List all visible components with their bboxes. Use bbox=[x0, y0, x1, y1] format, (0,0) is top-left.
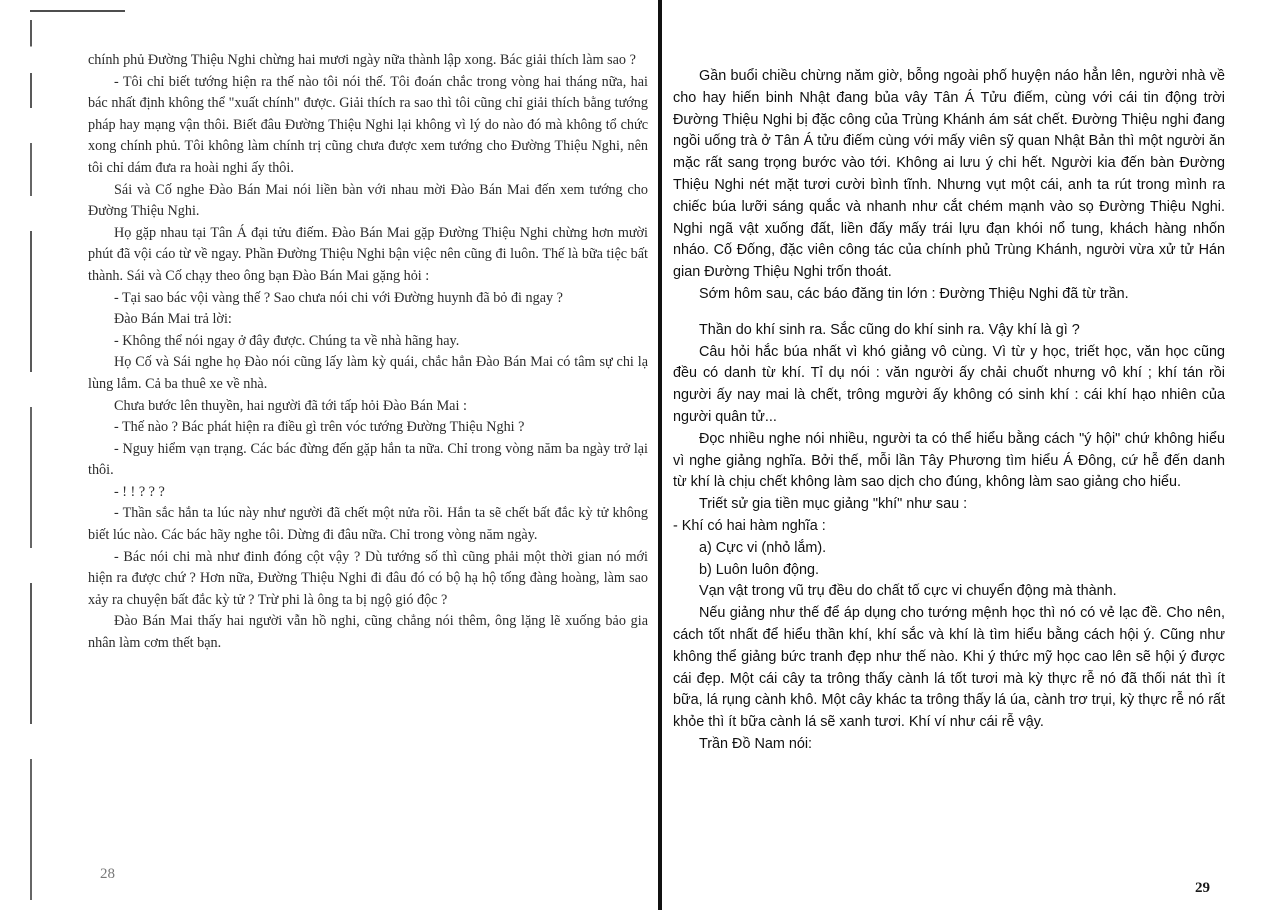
list-item: b) Luôn luôn động. bbox=[699, 561, 820, 578]
left-page bbox=[88, 50, 648, 655]
page-edge bbox=[30, 20, 32, 900]
paragraph: - Khí có hai hàm nghĩa : bbox=[673, 517, 826, 534]
paragraph: - Thế nào ? Bác phát hiện ra điều gì trên vóc tướng Đường Thiệu Nghi ? bbox=[114, 419, 525, 436]
paragraph: Họ gặp nhau tại Tân Á đại tửu điếm. Đào Bán Mai gặp Đường Thiệu Nghi chừng hơn mười phút đã vội cáo từ về ngay. Phần Đường Thiệu Nghi bận việc nên cũng đi luôn. Thế là bữa tiệc bất thành. Sái và Cố chạy theo ông bạn Đào Bán Mai gặng hỏi : bbox=[88, 224, 648, 284]
paragraph: Đào Bán Mai thấy hai người vẫn hồ nghi, cũng chẳng nói thêm, ông lặng lẽ xuống bảo gia nhân làm cơm thết bạn. bbox=[88, 613, 648, 652]
paragraph: Nếu giảng như thế để áp dụng cho tướng mệnh học thì nó có vẻ lạc đề. Cho nên, cách tốt nhất để hiểu thần khí, khí sắc và khí là tìm hiểu bằng cách hội ý. Cũng như không thể giảng bức tranh đẹp như thế nào. Khi ý thức mỹ học cao lên sẽ hội ý được cái đẹp. Một cái cây ta trông thấy cành lá tốt tươi mà kỳ thực rễ nó đã thối nát thì ít bữa, lá rụng cành khô. Một cây khác ta trông thấy lá úa, cành trơ trụi, kỳ thực rễ nó rất khỏe thì ít bữa cành lá sẽ xanh tươi. Khí ví như cái rễ vậy. bbox=[673, 605, 1225, 731]
paragraph: Vạn vật trong vũ trụ đều do chất tố cực vi chuyển động mà thành. bbox=[699, 583, 1117, 600]
paragraph: Đọc nhiều nghe nói nhiều, người ta có thể hiểu bằng cách "ý hội" chứ không hiểu vì nghe giảng nghĩa. Bởi thế, mỗi lần Tây Phương tìm hiểu Á Đông, cứ hễ đến danh từ khí là chịu chết không làm sao dịch cho đúng, không làm sao giảng cho hiểu. bbox=[673, 430, 1225, 491]
paragraph: Đào Bán Mai trả lời: bbox=[114, 311, 232, 328]
paragraph: Câu hỏi hắc búa nhất vì khó giảng vô cùng. Vì từ y học, triết học, văn học cũng đều có danh từ khí. Tỉ dụ nói : văn người ấy chải chuốt nhưng vô khí ; khí tán rồi người ấy nay mai là chết, trông mgười ấy không có sinh khí : cái khí hạo nhiên của người quân tử... bbox=[673, 343, 1225, 425]
paragraph: - Thần sắc hắn ta lúc này như người đã chết một nửa rồi. Hắn ta sẽ chết bất đắc kỳ tử không biết lúc nào. Các bác hãy nghe tôi. Dừng đi đâu nữa. Chỉ trong vòng năm ngày. bbox=[88, 505, 648, 544]
paragraph: - Không thể nói ngay ở đây được. Chúng ta về nhà hãng hay. bbox=[114, 332, 460, 349]
book-gutter bbox=[658, 0, 662, 910]
paragraph: Sớm hôm sau, các báo đăng tin lớn : Đường Thiệu Nghi đã từ trần. bbox=[699, 285, 1129, 302]
paragraph: - Bác nói chi mà như đinh đóng cột vậy ? Dù tướng số thì cũng phải một thời gian nó mới hiện ra được chứ ? Hơn nữa, Đường Thiệu Nghi đi đâu đó có bộ hạ hộ tống đàng hoàng, làm sao xảy ra chuyện bất đắc kỳ tử ? Trừ phi là ông ta bị ngộ gió độc ? bbox=[88, 548, 648, 608]
paragraph: - ! ! ? ? ? bbox=[114, 483, 165, 500]
paragraph: - Nguy hiểm vạn trạng. Các bác đừng đến gặp hắn ta nữa. Chỉ trong vòng năm ba ngày trở lại thôi. bbox=[88, 440, 648, 479]
list-item: a) Cực vi (nhỏ lắm). bbox=[699, 539, 827, 556]
paragraph: Sái và Cố nghe Đào Bán Mai nói liền bàn với nhau mời Đào Bán Mai đến xem tướng cho Đường Thiệu Nghi. bbox=[88, 181, 648, 220]
page-number-right: 29 bbox=[1195, 880, 1210, 896]
scan-mark bbox=[30, 10, 125, 12]
paragraph: Gần buổi chiều chừng năm giờ, bỗng ngoài phố huyện náo hẳn lên, người nhà về cho hay hiến binh Nhật đang bủa vây Tân Á Tửu điếm, cùng với cái tin động trời Đường Thiệu Nghi bị đặc công của Trùng Khánh ám sát chết. Đường Thiệu nghi đang ngồi uống trà ở Tân Á tửu điếm cùng với mấy viên sỹ quan Nhật Bản thì một người ăn mặc rất sang trọng bước vào tới. Không ai lưu ý chi hết. Người kia đến bàn Đường Thiệu Nghi nét mặt tươi cười bình tĩnh. Nhưng vụt một cái, anh ta rút trong mình ra chiếc búa lưỡi sáng quắc và nhanh như cắt chém mạnh vào sọ Đường Thiệu Nghi. Nghi ngã vật xuống đất, liền đấy mấy trái lựu đạn khói nổ tung, khách hàng nhốn nháo. Cố Đống, đặc viên công tác của chính phủ Trùng Khánh, người vừa xử tử Hán gian Đường Thiệu Nghi trốn thoát. bbox=[673, 68, 1225, 281]
paragraph: Triết sử gia tiền mục giảng "khí" như sau : bbox=[699, 496, 968, 513]
paragraph: - Tôi chỉ biết tướng hiện ra thế nào tôi nói thế. Tôi đoán chắc trong vòng hai tháng nữa, hai bác nhất định không thể "xuất chính" được. Giải thích ra sao thì tôi cũng chỉ giải thích bằng tướng pháp hay mạng vận thôi. Biết đâu Đường Thiệu Nghi lại không vì lý do nào đó mà không tổ chức xong chính phủ. Tôi không làm chính trị cũng chưa được xem tướng cho Đường Thiệu Nghi, nên tôi chỉ dám đưa ra hoài nghi ấy thôi. bbox=[88, 73, 648, 176]
section-gap bbox=[673, 306, 1225, 320]
right-page bbox=[673, 66, 1225, 756]
paragraph: Họ Cố và Sái nghe họ Đào nói cũng lấy làm kỳ quái, chắc hẳn Đào Bán Mai có tâm sự chi lạ lùng lắm. Cả ba thuê xe về nhà. bbox=[88, 354, 648, 392]
paragraph: chính phủ Đường Thiệu Nghi chừng hai mươi ngày nữa thành lập xong. Bác giải thích làm sao ? bbox=[88, 52, 636, 68]
page-number-left: 28 bbox=[100, 866, 115, 882]
paragraph: Trần Đồ Nam nói: bbox=[699, 735, 813, 752]
paragraph: Thần do khí sinh ra. Sắc cũng do khí sinh ra. Vậy khí là gì ? bbox=[699, 321, 1080, 338]
paragraph: - Tại sao bác vội vàng thế ? Sao chưa nói chi với Đường huynh đã bỏ đi ngay ? bbox=[114, 289, 563, 306]
paragraph: Chưa bước lên thuyền, hai người đã tới tấp hỏi Đào Bán Mai : bbox=[114, 397, 467, 414]
